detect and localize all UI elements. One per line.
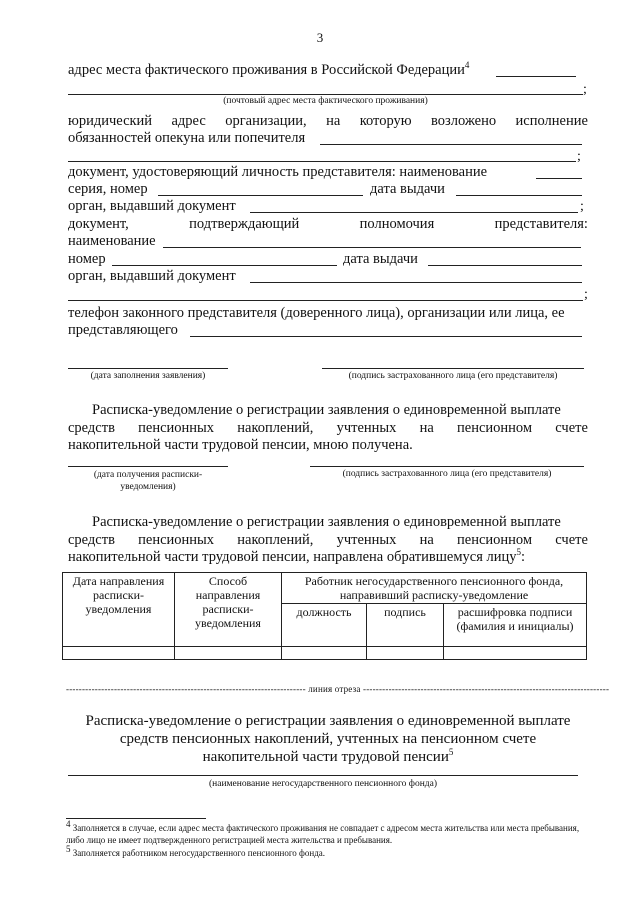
footnote-separator (66, 818, 206, 819)
residence-field[interactable] (496, 76, 576, 77)
identity-date-field[interactable] (456, 195, 582, 196)
receipt-received-paragraph: Расписка-уведомление о регистрации заявления о единовременной выплате средств пенсионных накоплений, учтенных на пенсионном счете накопительной части трудовой пенсии, мною получена. (68, 402, 588, 453)
table-cell[interactable] (444, 647, 587, 660)
authority-issuer-label: орган, выдавший документ (68, 268, 236, 284)
phone-label-line1: телефон законного представителя (доверенного лица), организации или лица, ее (68, 305, 565, 321)
receipt-sent-paragraph: Расписка-уведомление о регистрации заявления о единовременной выплате средств пенсионных накоплений, учтенных на пенсионном счете накопительной части трудовой пенсии, направлена обратившемуся лицу$^5$: (68, 514, 588, 565)
identity-series-label: серия, номер (68, 181, 148, 197)
semicolon: ; (580, 199, 584, 214)
footnote-4: $^4$ Заполняется в случае, если адрес места фактического проживания не совпадает с адресом места жительства или места пребывания, либо лицо не имеет подтвержденного регистрацией места жительства и пребывания. (66, 819, 580, 845)
authority-issuer-field[interactable] (250, 282, 582, 283)
authority-date-field[interactable] (428, 265, 582, 266)
identity-series-field[interactable] (158, 195, 363, 196)
identity-issuer-field[interactable] (250, 212, 578, 213)
phone-field[interactable] (190, 336, 582, 337)
header-signature: подпись (367, 604, 444, 647)
table-cell[interactable] (175, 647, 282, 660)
footnote-5: $^5$ Заполняется работником негосударственного пенсионного фонда. (66, 844, 326, 858)
authority-name-field[interactable] (163, 247, 581, 248)
residence-caption: (почтовый адрес места фактического проживания) (223, 96, 428, 106)
tear-off-title: Расписка-уведомление о регистрации заявления о единовременной выплате средств пенсионных накоплений, учтенных на пенсионном счете накопительной части трудовой пенсии$^5$ (85, 713, 571, 765)
header-position: должность (282, 604, 367, 647)
receipt-date-field[interactable] (68, 466, 228, 467)
table-cell[interactable] (367, 647, 444, 660)
authority-issuer-field-line2[interactable] (68, 300, 583, 301)
residence-label-line (68, 62, 469, 79)
table-cell[interactable] (282, 647, 367, 660)
receipt-dispatch-table (62, 572, 587, 660)
receipt-signature-caption: (подпись застрахованного лица (его представителя) (342, 469, 552, 479)
semicolon: ; (584, 287, 588, 302)
header-dispatch-method: Способ направления расписки-уведомления (175, 573, 282, 647)
table-cell[interactable] (63, 647, 175, 660)
semicolon: ; (583, 82, 587, 97)
organization-line2: обязанностей опекуна или попечителя (68, 130, 306, 146)
residence-label: адрес места фактического проживания в Российской Федерации (68, 62, 465, 78)
receipt-signature-field[interactable] (310, 466, 584, 467)
applicant-signature-field[interactable] (322, 368, 584, 369)
page-number: 3 (316, 30, 324, 45)
authority-number-label: номер (68, 251, 106, 267)
identity-issuer-label: орган, выдавший документ (68, 198, 236, 214)
footnote-ref-5: 5 (516, 547, 521, 558)
authority-doc-line1: документ, подтверждающий полномочия представителя: (68, 216, 588, 232)
residence-field-line2[interactable] (68, 94, 583, 95)
semicolon: ; (577, 149, 581, 164)
authority-date-label: дата выдачи (343, 251, 418, 267)
receipt-date-caption: (дата получения расписки- уведомления) (93, 470, 203, 492)
phone-label-line2: представляющего (68, 322, 178, 338)
organization-field-line2[interactable] (68, 161, 576, 162)
authority-number-field[interactable] (112, 265, 337, 266)
cut-line: --------------------------------------------------------------------------- линия отреза ----------------------------------------------------------------------------- (66, 684, 610, 694)
authority-name-label: наименование (68, 233, 156, 249)
identity-doc-label: документ, удостоверяющий личность представителя: наименование (68, 164, 488, 180)
organization-field[interactable] (320, 144, 582, 145)
fund-name-field[interactable] (68, 775, 578, 776)
footnote-ref-4: 4 (464, 60, 470, 71)
fill-date-caption: (дата заполнения заявления) (90, 371, 206, 381)
header-fund-employee: Работник негосударственного пенсионного фонда, направивший расписку-уведомление (282, 573, 587, 604)
header-signature-decoding: расшифровка подписи (фамилия и инициалы) (444, 604, 587, 647)
fill-date-field[interactable] (68, 368, 228, 369)
identity-doc-name-field[interactable] (536, 178, 582, 179)
footnote-ref-5: 5 (448, 747, 454, 757)
organization-line1: юридический адрес организации, на которую возложено исполнение (68, 113, 588, 129)
applicant-signature-caption: (подпись застрахованного лица (его представителя) (348, 371, 558, 381)
header-dispatch-date: Дата направления расписки-уведомления (63, 573, 175, 647)
fund-name-caption: (наименование негосударственного пенсионного фонда) (209, 779, 437, 789)
identity-date-label: дата выдачи (370, 181, 445, 197)
